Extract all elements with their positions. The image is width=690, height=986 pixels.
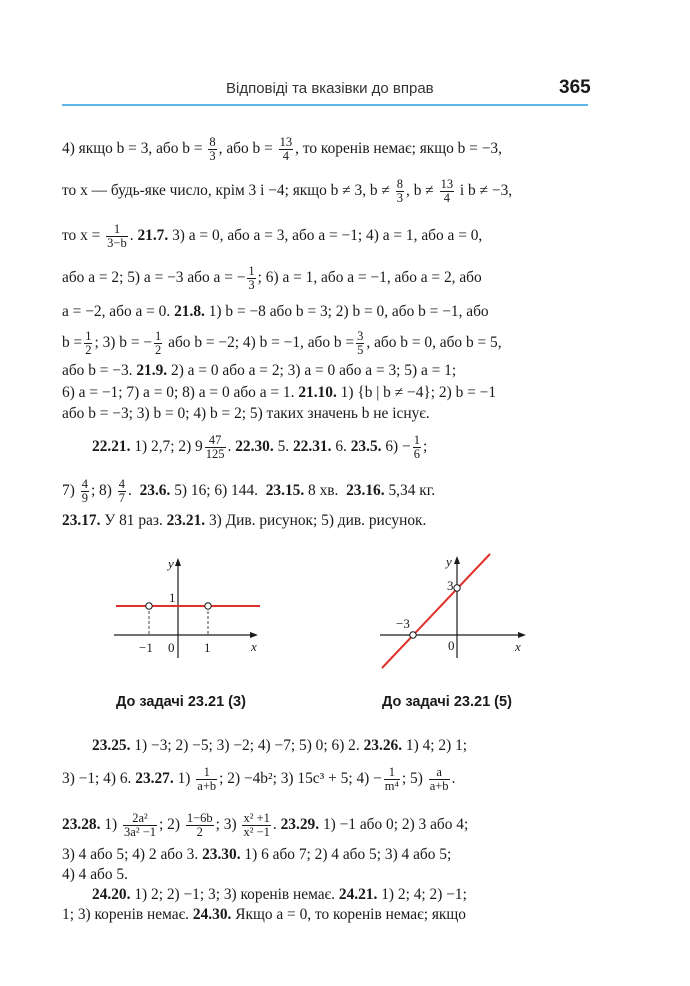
header-rule	[62, 104, 588, 106]
x-tick-label: −3	[396, 616, 410, 631]
text-line: a = −2, або a = 0. 21.8. 1) b = −8 або b = 3; 2) b = 0, або b = −1, або	[62, 303, 489, 320]
fraction: $\frac{a}{a+b}$	[429, 765, 449, 793]
x-tick-label: −1	[139, 640, 153, 655]
text-line: 3) 4 або 5; 4) 2 або 3. 23.30. 1) 6 або 7; 2) 4 або 5; 3) 4 або 5;	[62, 846, 452, 863]
text-line: або a = 2; 5) a = −3 або a = − $\frac{1}{3}$ ; 6) a = 1, або a = −1, або a = 2, або	[62, 264, 482, 292]
y-tick-label: 3	[447, 578, 454, 593]
text-line: 23.28. 1) $\frac{\text{2a²}}{\text{3a² −1}}$ ; 2) $\frac{1-6b}{2}$ ; 3) $\frac{\text{x² +1}}{\text{x² −1}}$ . 23.29. 1) −1 або 0; 2) 3 або 4;	[62, 811, 469, 839]
fraction: $\frac{1-6b}{2}$	[186, 811, 213, 839]
text-line: то x — будь-яке число, крім 3 і −4; якщо b ≠ 3, b ≠ $\frac{8}{3}$ , b ≠ $\frac{13}{4}$ і b ≠ −3,	[62, 177, 513, 205]
fraction: $\frac{13}{4}$	[279, 135, 293, 163]
text-line: або b = −3. 21.9. 2) a = 0 або a = 2; 3) a = 0 або a = 3; 5) a = 1;	[62, 362, 457, 379]
fraction: $\frac{4}{9}$	[81, 477, 88, 505]
y-axis-label: y	[446, 554, 452, 569]
excluded-point	[205, 603, 211, 609]
fraction: $\frac{\text{x² +1}}{\text{x² −1}}$	[243, 811, 270, 839]
y-axis-label: y	[168, 556, 174, 571]
fraction: $\frac{4}{7}$	[118, 477, 125, 505]
text-line: 4) 4 або 5.	[62, 866, 128, 883]
x-axis-arrow	[518, 632, 526, 638]
fraction: $\frac{1}{\text{m⁴}}$	[384, 765, 399, 793]
fraction: $\frac{47}{125}$	[205, 433, 225, 461]
text-line: 23.17. У 81 раз. 23.21. 3) Див. рисунок; 5) див. рисунок.	[62, 512, 427, 529]
fraction: $\frac{1}{3}$	[248, 264, 255, 292]
excluded-point	[146, 603, 152, 609]
fraction: $\frac{1}{2}$	[85, 329, 92, 357]
text-line: 6) a = −1; 7) a = 0; 8) a = 0 або a = 1. 21.10. 1) {b | b ≠ −4}; 2) b = −1	[62, 384, 497, 401]
origin-label: 0	[448, 638, 455, 653]
graph-line	[382, 554, 490, 668]
text-line: 23.25. 1) −3; 2) −5; 3) −2; 4) −7; 5) 0; 6) 2. 23.26. 1) 4; 2) 1;	[92, 737, 468, 754]
fraction: $\frac{1}{6}$	[413, 433, 420, 461]
figure-caption-right: До задачі 23.21 (5)	[382, 694, 512, 710]
x-axis-label: x	[251, 639, 257, 654]
y-tick-label: 1	[169, 590, 176, 605]
excluded-point	[410, 632, 416, 638]
graph-23-21-5	[378, 552, 530, 674]
x-axis-label: x	[515, 639, 521, 654]
text-line: 4) якщо b = 3, або b = $\frac{8}{3}$ , або b = $\frac{13}{4}$ , то коренів немає; якщо b = −3,	[62, 135, 502, 163]
fraction: $\frac{\text{2a²}}{\text{3a² −1}}$	[124, 811, 157, 839]
x-axis-arrow	[250, 632, 258, 638]
fraction: $\frac{1}{a+b}$	[197, 765, 217, 793]
excluded-point	[454, 585, 460, 591]
origin-label: 0	[168, 640, 175, 655]
graph-23-21-3	[112, 556, 262, 660]
fraction: $\frac{1}{3-b}$	[107, 222, 127, 250]
fraction: $\frac{13}{4}$	[440, 177, 454, 205]
fraction: $\frac{1}{2}$	[155, 329, 162, 357]
y-axis-arrow	[454, 556, 460, 564]
fraction: $\frac{3}{5}$	[357, 329, 364, 357]
text-line: b = $\frac{1}{2}$ ; 3) b = − $\frac{1}{2}$ або b = −2; 4) b = −1, або b = $\frac{3}{5}$ , або b = 0, або b = 5,	[62, 329, 502, 357]
text-line: то x = $\frac{1}{3-b}$ . 21.7. 3) a = 0, або a = 3, або a = −1; 4) a = 1, або a = 0,	[62, 222, 483, 250]
y-axis-arrow	[175, 558, 181, 566]
fraction: $\frac{8}{3}$	[209, 135, 216, 163]
fraction: $\frac{8}{3}$	[396, 177, 404, 205]
text-line: 3) −1; 4) 6. 23.27. 1) $\frac{1}{a+b}$ ; 2) −4b²; 3) 15c³ + 5; 4) − $\frac{1}{\text{m⁴}}$ ; 5) $\frac{a}{a+b}$ .	[62, 765, 456, 793]
text-line: 22.21. 1) 2,7; 2) 9 $\frac{47}{125}$ . 22.30. 5. 22.31. 6. 23.5. 6) − $\frac{1}{6}$ ;	[92, 433, 428, 461]
text-line: 1; 3) коренів немає. 24.30. Якщо a = 0, то коренів немає; якщо	[62, 906, 466, 923]
x-tick-label: 1	[204, 640, 211, 655]
page-number: 365	[559, 77, 591, 98]
text-line: 7) $\frac{4}{9}$ ; 8) $\frac{4}{7}$ . 23.6. 5) 16; 6) 144. 23.15. 8 хв. 23.16. 5,34 кг.	[62, 477, 436, 505]
page-header-title: Відповіді та вказівки до вправ	[226, 80, 434, 97]
figure-caption-left: До задачі 23.21 (3)	[116, 694, 246, 710]
text-line: або b = −3; 3) b = 0; 4) b = 2; 5) таких значень b не існує.	[62, 405, 430, 422]
text-line: 24.20. 1) 2; 2) −1; 3; 3) коренів немає. 24.21. 1) 2; 4; 2) −1;	[92, 886, 467, 903]
